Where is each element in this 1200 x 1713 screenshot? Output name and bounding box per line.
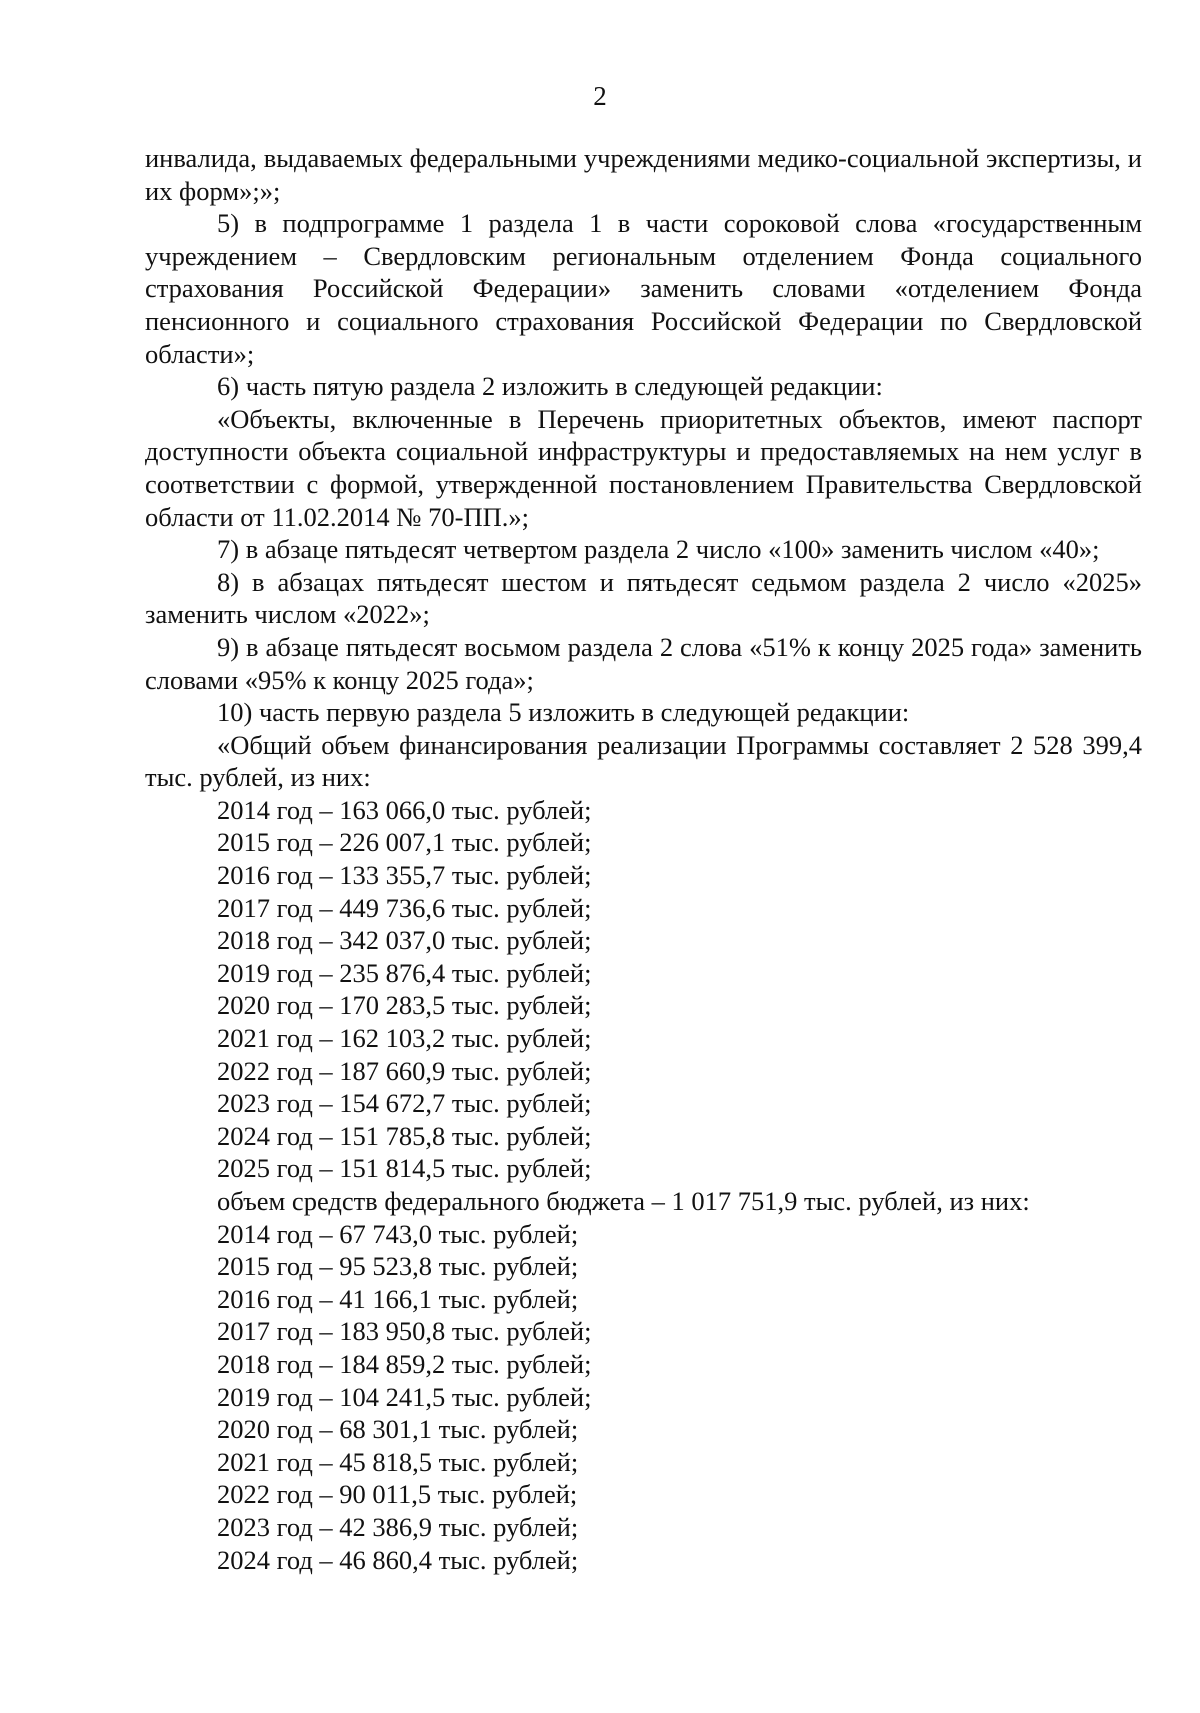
federal-funding-year-line: 2014 год – 67 743,0 тыс. рублей; [217, 1218, 579, 1249]
paragraph-total-funding: «Общий объем финансирования реализации Программы составляет 2 528 399,4 тыс. рублей, из них: [145, 729, 1142, 793]
federal-funding-year-line: 2022 год – 90 011,5 тыс. рублей; [217, 1479, 578, 1510]
federal-funding-year-line: 2019 год – 104 241,5 тыс. рублей; [217, 1381, 592, 1412]
total-funding-year-line: 2015 год – 226 007,1 тыс. рублей; [217, 827, 592, 858]
total-funding-year-line: 2024 год – 151 785,8 тыс. рублей; [217, 1120, 592, 1151]
paragraph-item-10: 10) часть первую раздела 5 изложить в следующей редакции: [217, 697, 910, 728]
federal-funding-year-line: 2021 год – 45 818,5 тыс. рублей; [217, 1446, 579, 1477]
total-funding-year-line: 2022 год – 187 660,9 тыс. рублей; [217, 1055, 592, 1086]
paragraph-item-6: 6) часть пятую раздела 2 изложить в следующей редакции: [217, 371, 883, 402]
total-funding-year-line: 2018 год – 342 037,0 тыс. рублей; [217, 925, 592, 956]
total-funding-year-line: 2021 год – 162 103,2 тыс. рублей; [217, 1023, 592, 1054]
total-funding-year-line: 2017 год – 449 736,6 тыс. рублей; [217, 892, 592, 923]
paragraph-continuation: инвалида, выдаваемых федеральными учреждениями медико-социальной экспертизы, и их форм»;»; [145, 143, 1142, 206]
total-funding-year-line: 2019 год – 235 876,4 тыс. рублей; [217, 957, 592, 988]
federal-funding-year-line: 2024 год – 46 860,4 тыс. рублей; [217, 1544, 579, 1575]
federal-funding-year-line: 2023 год – 42 386,9 тыс. рублей; [217, 1511, 579, 1542]
federal-funding-by-year-list [145, 1218, 1142, 1577]
total-funding-year-line: 2025 год – 151 814,5 тыс. рублей; [217, 1153, 592, 1184]
federal-funding-year-line: 2018 год – 184 859,2 тыс. рублей; [217, 1348, 592, 1379]
total-funding-year-line: 2014 год – 163 066,0 тыс. рублей; [217, 794, 592, 825]
paragraph-item-8: 8) в абзацах пятьдесят шестом и пятьдесят седьмом раздела 2 число «2025» заменить числом «2022»; [145, 566, 1142, 630]
federal-funding-year-line: 2015 год – 95 523,8 тыс. рублей; [217, 1251, 579, 1282]
total-funding-by-year-list [145, 794, 1142, 1185]
paragraph-quote-objects: «Объекты, включенные в Перечень приоритетных объектов, имеют паспорт доступности объекта социальной инфраструктуры и предоставляемых на нем услуг в соответствии с формой, утвержденной постановлением Правительства Свердловской области от 11.02.2014 № 70-ПП.»; [145, 403, 1142, 532]
total-funding-year-line: 2023 год – 154 672,7 тыс. рублей; [217, 1088, 592, 1119]
total-funding-year-line: 2016 год – 133 355,7 тыс. рублей; [217, 860, 592, 891]
paragraph-item-5: 5) в подпрограмме 1 раздела 1 в части сороковой слова «государственным учреждением – Свердловским региональным отделением Фонда социального страхования Российской Федерации» заменить словами «отделением Фонда пенсионного и социального страхования Российской Федерации по Свердловской области»; [145, 208, 1142, 369]
federal-funding-year-line: 2016 год – 41 166,1 тыс. рублей; [217, 1283, 579, 1314]
page-number: 2 [593, 81, 607, 111]
federal-funding-year-line: 2020 год – 68 301,1 тыс. рублей; [217, 1414, 579, 1445]
federal-budget-intro: объем средств федерального бюджета – 1 017 751,9 тыс. рублей, из них: [217, 1186, 1030, 1216]
total-funding-year-line: 2020 год – 170 283,5 тыс. рублей; [217, 990, 592, 1021]
document-body [145, 142, 1142, 1576]
paragraph-item-7: 7) в абзаце пятьдесят четвертом раздела 2 число «100» заменить числом «40»; [217, 534, 1100, 565]
paragraph-item-9: 9) в абзаце пятьдесят восьмом раздела 2 слова «51% к концу 2025 года» заменить словами «95% к концу 2025 года»; [145, 631, 1142, 695]
federal-funding-year-line: 2017 год – 183 950,8 тыс. рублей; [217, 1316, 592, 1347]
